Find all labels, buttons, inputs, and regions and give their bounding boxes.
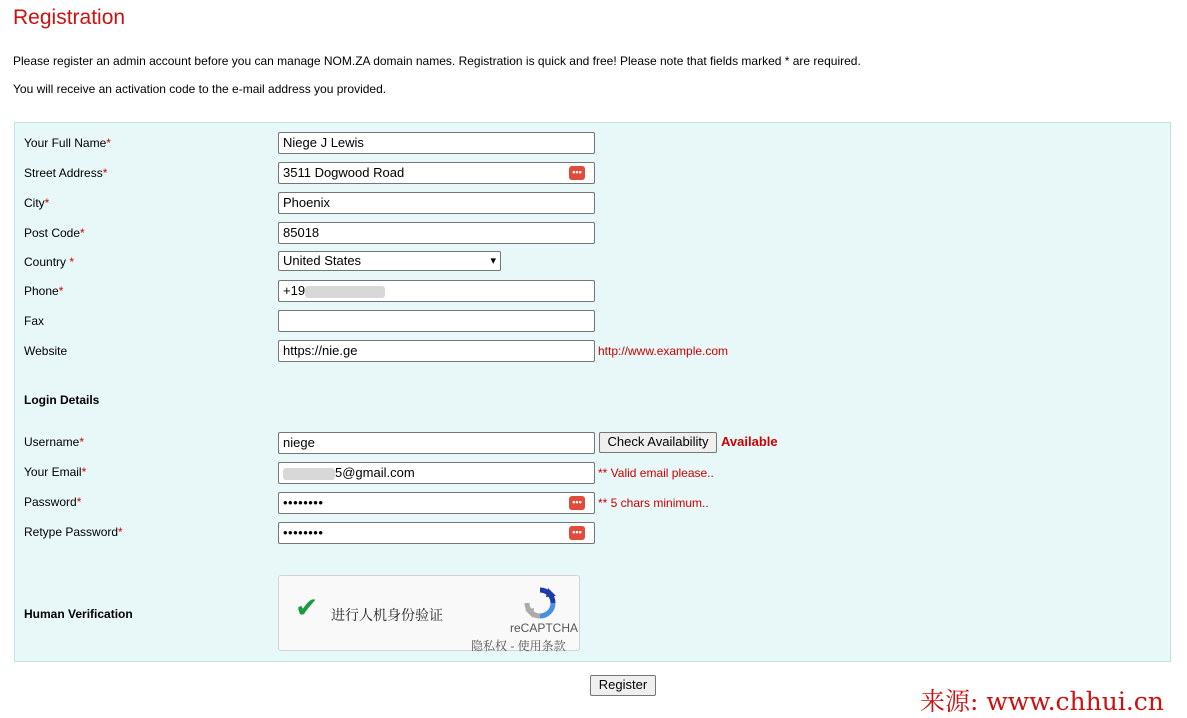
phone-input[interactable]: +19 [278, 280, 595, 302]
password-hint: ** 5 chars minimum.. [598, 496, 709, 510]
login-details-heading: Login Details [24, 393, 100, 407]
retype-password-input[interactable]: •••••••• ••• [278, 522, 595, 544]
password-manager-icon[interactable]: ••• [569, 166, 585, 180]
recaptcha-prompt: 进行人机身份验证 [331, 607, 443, 623]
watermark: 来源: www.chhui.cn [920, 687, 1164, 716]
registration-form [14, 122, 1171, 662]
password-label: Password* [24, 495, 82, 509]
city-input[interactable]: Phoenix [278, 192, 595, 214]
page-title: Registration [13, 6, 126, 29]
username-input[interactable]: niege [278, 432, 595, 454]
post-code-label: Post Code* [24, 226, 85, 240]
fax-input[interactable] [278, 310, 595, 332]
email-label: Your Email* [24, 465, 87, 479]
intro-text: Please register an admin account before you can manage NOM.ZA domain names. Registration is quick and free! Please note that fields marked * are required. [13, 54, 861, 68]
recaptcha-widget[interactable] [278, 575, 580, 651]
website-hint: http://www.example.com [598, 344, 729, 358]
recaptcha-brand: reCAPTCHA [510, 621, 579, 635]
post-code-input[interactable]: 85018 [278, 222, 595, 244]
retype-password-label: Retype Password* [24, 525, 123, 539]
country-label: Country * [24, 255, 75, 269]
email-hint: ** Valid email please.. [598, 466, 714, 480]
full-name-input[interactable]: Niege J Lewis [278, 132, 595, 154]
checkmark-icon[interactable]: ✔ [295, 592, 319, 623]
check-availability-button[interactable]: Check Availability [599, 432, 717, 453]
password-manager-icon[interactable]: ••• [569, 526, 585, 540]
chevron-down-icon: ▾ [490, 255, 496, 267]
website-label: Website [24, 344, 68, 358]
register-button[interactable]: Register [590, 675, 656, 696]
human-verification-heading: Human Verification [24, 607, 133, 621]
password-input[interactable]: •••••••• ••• [278, 492, 595, 514]
fax-label: Fax [24, 314, 45, 328]
city-label: City* [24, 196, 50, 210]
website-input[interactable]: https://nie.ge [278, 340, 595, 362]
recaptcha-links[interactable]: 隐私权 - 使用条款 [471, 639, 566, 653]
availability-status: Available [721, 434, 778, 449]
password-manager-icon[interactable]: ••• [569, 496, 585, 510]
street-address-input[interactable]: 3511 Dogwood Road ••• [278, 162, 595, 184]
username-label: Username* [24, 435, 85, 449]
redacted-email [283, 468, 335, 480]
country-select[interactable]: United States ▾ [278, 251, 501, 271]
recaptcha-logo-icon [523, 586, 557, 620]
email-input[interactable]: 5@gmail.com [278, 462, 595, 484]
activation-note: You will receive an activation code to the e-mail address you provided. [13, 82, 387, 96]
phone-label: Phone* [24, 284, 64, 298]
full-name-label: Your Full Name* [24, 136, 111, 150]
redacted-phone [305, 286, 385, 298]
street-address-label: Street Address* [24, 166, 108, 180]
